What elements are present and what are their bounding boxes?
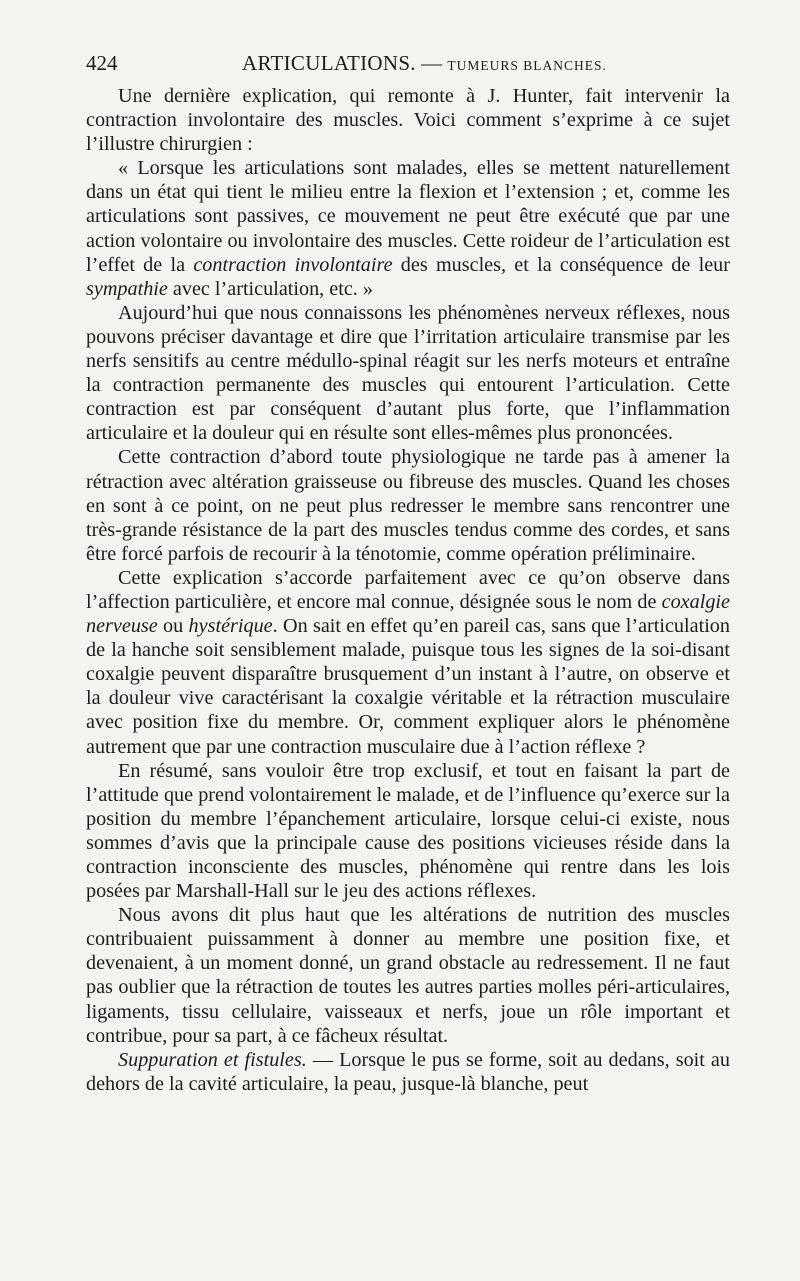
body-text [86, 84, 730, 1096]
page-number: 424 [86, 51, 118, 75]
paragraph-8 [86, 1048, 730, 1096]
paragraph-8-text: — Lorsque le pus se forme, soit au dedans, soit au dehors de la cavité articulaire, la peau, jusque-là blanche, peut [86, 1048, 730, 1095]
paragraph-7: Nous avons dit plus haut que les altérations de nutrition des muscles contribuaient puissamment à donner au membre une position fixe, et devenaient, à un moment donné, un grand obstacle au redressement. Il ne faut pas oublier que la rétraction de toutes les autres parties molles péri-articulaires, ligaments, tissu cellulaire, vaisseaux et nerfs, joue un rôle important et contribue, pour sa part, à ce fâcheux résultat. [86, 904, 730, 1047]
italic-hysterique: hystérique [188, 615, 273, 638]
paragraph-6: En résumé, sans vouloir être trop exclusif, et tout en faisant la part de l’attitude que prend volontairement le malade, et de l’influence qu’exerce sur la position du membre l’épanchement articulaire, lorsque celui-ci existe, nous sommes d’avis que la principale cause des positions vicieuses réside dans la contraction inconsciente des muscles, phénomène qui rentre dans les lois posées par Marshall-Hall sur le jeu des actions réflexes. [86, 759, 730, 903]
paragraph-5-text-a: Cette explication s’accorde parfaitement avec ce qu’on observe dans l’affection particulière, et encore mal connue, désignée sous le nom de [86, 566, 730, 613]
italic-sympathie: sympathie [86, 277, 168, 300]
running-head [242, 46, 607, 83]
page-header [86, 46, 730, 80]
running-head-title: ARTICULATIONS. [242, 51, 416, 75]
paragraph-4: Cette contraction d’abord toute physiologique ne tarde pas à amener la rétraction avec altération graisseuse ou fibreuse des muscles. Quand les choses en sont à ce point, on ne peut plus redresser le membre sans rencontrer une très-grande résistance de la part des muscles tendus comme des cordes, et sans être forcé parfois de recourir à la ténotomie, comme opération préliminaire. [86, 446, 730, 565]
paragraph-2-text-c: avec l’articulation, etc. » [167, 277, 373, 300]
paragraph-5 [86, 566, 730, 759]
section-heading-suppuration: Suppuration et fistules. [118, 1048, 307, 1071]
italic-contraction-involontaire: contraction involontaire [193, 253, 393, 276]
paragraph-2-hunter-quote [86, 156, 730, 301]
italic-coxalgie-nerveuse: coxalgie nerveuse [86, 590, 730, 638]
paragraph-5-text-b: ou [157, 615, 189, 638]
running-head-separator: — [421, 51, 443, 75]
paragraph-3: Aujourd’hui que nous connaissons les phénomènes nerveux réflexes, nous pouvons préciser davantage et dire que l’irritation articulaire transmise par les nerfs sensitifs au centre médullo-spinal réagit sur les nerfs moteurs et entraîne la contraction permanente des muscles qui entourent l’articulation. Cette contraction est par conséquent d’autant plus forte, que l’inflammation articulaire et la douleur qui en résulte sont elles-mêmes plus prononcées. [86, 301, 730, 445]
paragraph-2-text-a: « Lorsque les articulations sont malades, elles se mettent naturellement dans un état qui tient le milieu entre la flexion et l’extension ; et, comme les articulations sont passives, ce mouvement ne peut être exécuté que par une action volontaire ou involontaire des muscles. Cette roideur de l’articulation est l’effet de la [86, 157, 730, 276]
paragraph-5-text-c: . On sait en effet qu’en pareil cas, sans que l’articulation de la hanche soit sensiblement malade, puisque tous les signes de la soi-disant coxalgie peuvent disparaître brusquement d’un instant à l’autre, on observe et la douleur vive caractérisant la coxalgie véritable et la rétraction musculaire avec position fixe du membre. Or, comment expliquer alors le phénomène autrement que par une contraction musculaire due à l’action réflexe ? [86, 615, 730, 758]
paragraph-1: Une dernière explication, qui remonte à J. Hunter, fait intervenir la contraction involontaire des muscles. Voici comment s’exprime à ce sujet l’illustre chirurgien : [86, 85, 730, 156]
running-head-subtitle: TUMEURS BLANCHES. [447, 58, 607, 73]
paragraph-2-text-b: des muscles, et la conséquence de leur [392, 253, 730, 276]
